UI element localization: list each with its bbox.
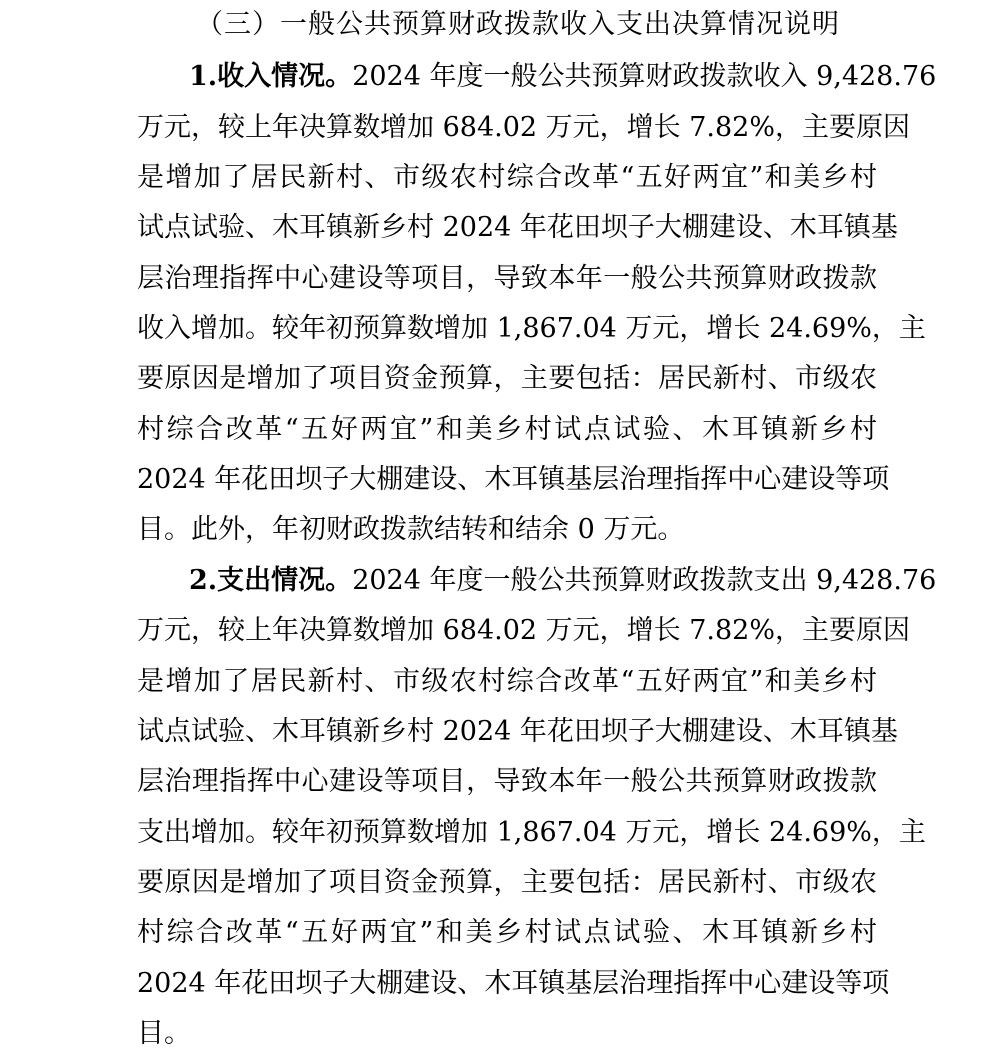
income-line-9: 目。此外，年初财政拨款结转和结余 0 万元。 <box>137 514 685 545</box>
income-line-4: 层治理指挥中心建设等项目，导致本年一般公共预算财政拨款 <box>137 263 877 294</box>
expenditure-line-0: 2024 年度一般公共预算财政拨款支出 9,428.76 <box>352 565 937 596</box>
income-line-8: 2024 年花田坝子大棚建设、木耳镇基层治理指挥中心建设等项 <box>137 464 890 495</box>
income-lead: 1.收入情况。 <box>189 61 353 92</box>
expenditure-line-5: 支出增加。较年初预算数增加 1,867.04 万元，增长 24.69%，主 <box>137 817 926 848</box>
income-line-6: 要原因是增加了项目资金预算，主要包括：居民新村、市级农 <box>137 363 877 394</box>
income-line-1: 万元，较上年决算数增加 684.02 万元，增长 7.82%，主要原因 <box>137 112 910 143</box>
expenditure-line-3: 试点试验、木耳镇新乡村 2024 年花田坝子大棚建设、木耳镇基 <box>137 716 898 747</box>
expenditure-line-4: 层治理指挥中心建设等项目，导致本年一般公共预算财政拨款 <box>137 766 877 797</box>
expenditure-line-1: 万元，较上年决算数增加 684.02 万元，增长 7.82%，主要原因 <box>137 615 910 646</box>
income-line-3: 试点试验、木耳镇新乡村 2024 年花田坝子大棚建设、木耳镇基 <box>137 212 898 243</box>
income-first-line <box>189 60 937 94</box>
income-line-5: 收入增加。较年初预算数增加 1,867.04 万元，增长 24.69%，主 <box>137 313 926 344</box>
section-heading: （三）一般公共预算财政拨款收入支出决算情况说明 <box>196 9 840 40</box>
expenditure-lead: 2.支出情况。 <box>189 565 353 596</box>
expenditure-line-7: 村综合改革“五好两宜”和美乡村试点试验、木耳镇新乡村 <box>137 917 877 948</box>
expenditure-line-8: 2024 年花田坝子大棚建设、木耳镇基层治理指挥中心建设等项 <box>137 968 890 999</box>
income-line-2: 是增加了居民新村、市级农村综合改革“五好两宜”和美乡村 <box>137 162 877 193</box>
expenditure-line-9: 目。 <box>137 1018 191 1049</box>
expenditure-first-line <box>189 564 937 598</box>
income-line-7: 村综合改革“五好两宜”和美乡村试点试验、木耳镇新乡村 <box>137 414 877 445</box>
expenditure-line-6: 要原因是增加了项目资金预算，主要包括：居民新村、市级农 <box>137 867 877 898</box>
income-line-0: 2024 年度一般公共预算财政拨款收入 9,428.76 <box>352 61 937 92</box>
expenditure-line-2: 是增加了居民新村、市级农村综合改革“五好两宜”和美乡村 <box>137 666 877 697</box>
